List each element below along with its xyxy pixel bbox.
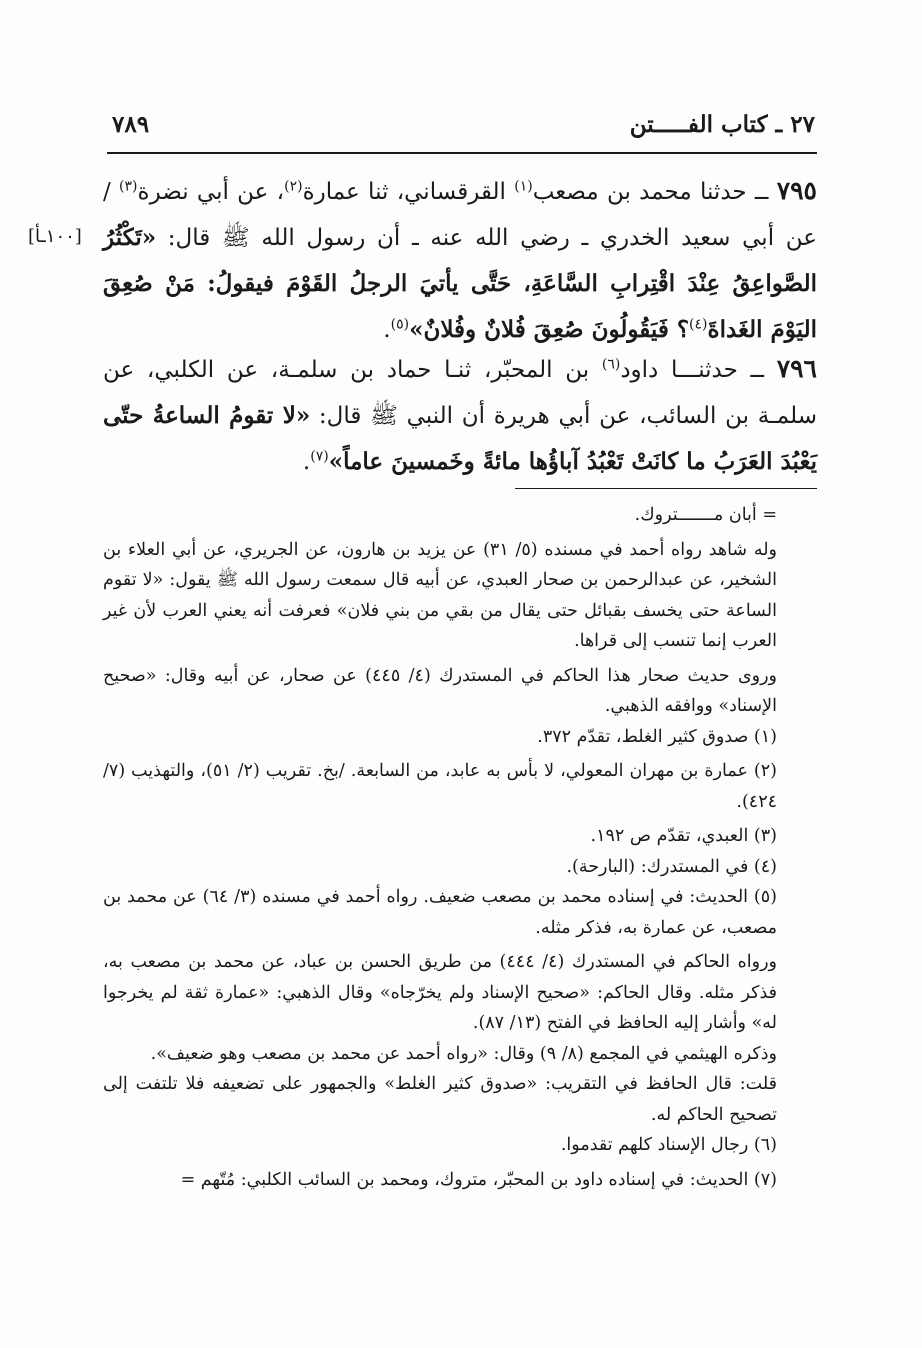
- footnote-paragraph: قلت: قال الحافظ في التقريب: «صدوق كثير الغلط» والجمهور على تضعيفه فلا تلتفت إلى تصحيح الحاكم له.: [103, 1074, 777, 1125]
- footnote-separator: [515, 488, 817, 489]
- footnote-ref: (١): [514, 178, 533, 195]
- footnote-3: (٣) العبدي، تقدّم ص ١٩٢.: [590, 826, 777, 846]
- header-rule: [107, 152, 817, 154]
- footnote-ref: (٤): [689, 316, 708, 333]
- footnote-continuation: = أبان مـــــــتروك.: [634, 505, 777, 525]
- footnote-paragraph: وله شاهد رواه أحمد في مسنده (٥/ ٣١) عن يزيد بن هارون، عن الجريري، عن أبي العلاء بن الشخير، عن عبدالرحمن بن صحار العبدي، عن أبيه قال سمعت رسول الله ﷺ يقول: «لا تقوم الساعة حتى يخسف بقبائل حتى يقال من بقي من بني فلان» فعرفت أنه يعني العرب لأن غير العرب إنما تنسب إلى قراها.: [103, 539, 777, 651]
- footnote-6: (٦) رجال الإسناد كلهم تقدموا.: [560, 1135, 777, 1155]
- footnote-ref: (٥): [390, 316, 410, 333]
- hadith-matn: «تَكْثُرُ الصَّواعِقُ عِنْدَ اقْتِرابِ السَّاعَةِ، حَتَّى يأتيَ الرجلُ القَوْمَ فيقولُ: مَنْ صُعِقَ اليَوْمَ الغَداةَ: [103, 224, 817, 343]
- hadith-number: ٧٩٦: [776, 354, 817, 383]
- footnote-ref: (٣): [119, 178, 138, 195]
- footnote-1: (١) صدوق كثير الغلط، تقدّم ٣٧٢.: [537, 726, 777, 747]
- hadith-795-text: ٧٩٥ ــ حدثنا محمد بن مصعب$^{(١)}$ القرقساني، ثنا عمارة$^{(٢)}$، عن أبي نضرة$^{(٣)}$ / عن أبي سعيد الخدري ـ رضي الله عنه ـ أن رسول الله ﷺ قال: «تَكْثُرُ الصَّواعِقُ عِنْدَ اقْتِرابِ السَّاعَةِ، حَتَّى يأتيَ الرجلُ القَوْمَ فيقولُ: مَنْ صُعِقَ اليَوْمَ الغَداةَ$^{(٤)}$؟ فَيَقُولُونَ صُعِقَ فُلانٌ وفُلانٌ»$^{(٥)}$.: [103, 176, 817, 343]
- footnote-2: (٢) عمارة بن مهران المعولي، لا بأس به عابد، من السابعة. /بخ. تقريب (٢/ ٥١)، والتهذيب (٧/ ٤٢٤).: [103, 761, 777, 812]
- footnote-ref: (٧): [310, 448, 329, 465]
- footnote-paragraph: ورواه الحاكم في المستدرك (٤/ ٤٤٤) من طريق الحسن بن عباد، عن محمد بن مصعب به، فذكر مثله. وقال الحاكم: «صحيح الإسناد ولم يخرّجاه» وقال الذهبي: «عمارة ثقة لم يخرجوا له» وأشار إليه الحافظ في الفتح (١٣/ ٨٧).: [103, 952, 777, 1033]
- hadith-matn: ؟ فَيَقُولُونَ صُعِقَ فُلانٌ وفُلانٌ»: [409, 316, 690, 343]
- footnote-paragraph: وروى حديث صحار هذا الحاكم في المستدرك (٤/ ٤٤٥) عن صحار، عن أبيه وقال: «صحيح الإسناد» ووافقه الذهبي.: [103, 665, 777, 716]
- footnote-7: (٧) الحديث: في إسناده داود بن المحبّر، متروك، ومحمد بن السائب الكلبي: مُتّهم =: [180, 1169, 777, 1190]
- running-header: [112, 102, 815, 146]
- footnote-paragraph: وذكره الهيثمي في المجمع (٨/ ٩) وقال: «رواه أحمد عن محمد بن مصعب وهو ضعيف».: [150, 1043, 777, 1064]
- hadith-795: [103, 168, 817, 353]
- footnote-5: (٥) الحديث: في إسناده محمد بن مصعب ضعيف. رواه أحمد في مسنده (٣/ ٦٤) عن محمد بن مصعب، عن عمارة به، فذكر مثله.: [103, 887, 777, 938]
- hadith-matn: «لا تقومُ الساعةُ حتّى يَعْبُدَ العَرَبُ ما كانَتْ تَعْبُدُ آباؤُها مائةً وخَمسينَ عاماً»: [103, 402, 817, 475]
- hadith-796-text: ٧٩٦ ــ حدثنـــا داود$^{(٦)}$ بن المحبّر، ثنـا حماد بن سلمـة، عن الكلبي، عن سلمـة بن السائب، عن أبي هريرة أن النبي ﷺ قال: «لا تقومُ الساعةُ حتّى يَعْبُدَ العَرَبُ ما كانَتْ تَعْبُدُ آباؤُها مائةً وخَمسينَ عاماً»$^{(٧)}$.: [103, 354, 817, 475]
- chapter-title: ٢٧ ـ كتاب الفـــــتن: [629, 110, 815, 138]
- footnote-4: (٤) في المستدرك: (البارحة).: [566, 856, 777, 877]
- footnote-ref: (٢): [284, 178, 303, 195]
- hadith-796: [103, 346, 817, 485]
- page-number: ٧٨٩: [112, 110, 150, 138]
- footnotes: [103, 500, 817, 1195]
- footnote-ref: (٦): [601, 356, 621, 373]
- hadith-number: ٧٩٥: [776, 176, 817, 205]
- margin-manuscript-reference: [١٠٠ـأ]: [28, 226, 82, 247]
